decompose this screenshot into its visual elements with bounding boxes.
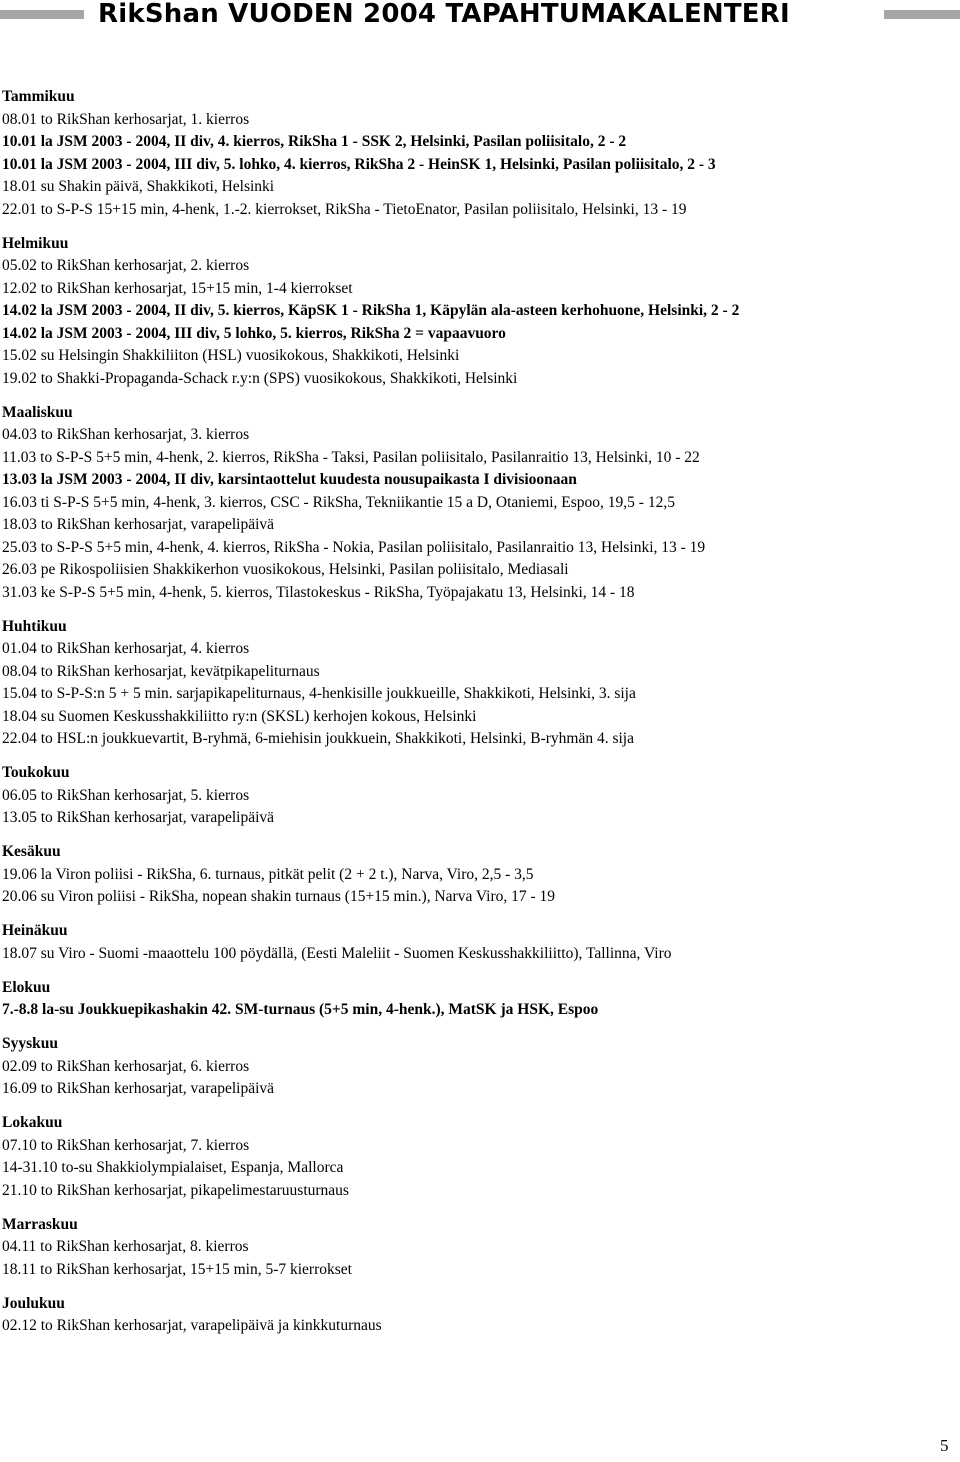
month-title: Marraskuu — [2, 1215, 78, 1233]
event-item: 22.01 to S-P-S 15+15 min, 4-henk, 1.-2. kierrokset, RikSha - TietoEnator, Pasilan poliisitalo, Helsinki, 13 - 19 — [2, 200, 687, 218]
event-item: 7.-8.8 la-su Joukkuepikashakin 42. SM-turnaus (5+5 min, 4-henk.), MatSK ja HSK, Espoo — [2, 1001, 599, 1018]
month-section — [2, 977, 952, 1022]
month-section — [2, 1293, 952, 1338]
month-section — [2, 841, 952, 909]
event-item: 10.01 la JSM 2003 - 2004, II div, 4. kierros, RikSha 1 - SSK 2, Helsinki, Pasilan poliisitalo, 2 - 2 — [2, 133, 627, 150]
event-item: 18.07 su Viro - Suomi -maaottelu 100 pöydällä, (Eesti Maleliit - Suomen Keskusshakkiliitto), Tallinna, Viro — [2, 944, 672, 962]
event-item: 11.03 to S-P-S 5+5 min, 4-henk, 2. kierros, RikSha - Taksi, Pasilan poliisitalo, Pasilanraitio 13, Helsinki, 10 - 22 — [2, 448, 700, 466]
page-title: RikShan VUODEN 2004 TAPAHTUMAKALENTERI — [98, 0, 790, 29]
event-item: 14-31.10 to-su Shakkiolympialaiset, Espanja, Mallorca — [2, 1159, 344, 1176]
month-title: Elokuu — [2, 978, 51, 996]
event-item: 07.10 to RikShan kerhosarjat, 7. kierros — [2, 1136, 250, 1154]
event-item: 13.05 to RikShan kerhosarjat, varapelipäivä — [2, 809, 275, 826]
month-title: Kesäkuu — [2, 843, 61, 860]
month-title: Huhtikuu — [2, 617, 67, 635]
event-item: 16.03 ti S-P-S 5+5 min, 4-henk, 3. kierros, CSC - RikSha, Tekniikantie 15 a D, Otaniemi, Espoo, 19,5 - 12,5 — [2, 493, 675, 511]
event-item: 19.06 la Viron poliisi - RikSha, 6. turnaus, pitkät pelit (2 + 2 t.), Narva, Viro, 2,5 - 3,5 — [2, 865, 534, 883]
event-item: 04.11 to RikShan kerhosarjat, 8. kierros — [2, 1238, 249, 1255]
event-item: 01.04 to RikShan kerhosarjat, 4. kierros — [2, 640, 250, 657]
page-number: 5 — [940, 1436, 949, 1455]
header-rule-right — [884, 10, 960, 19]
event-item: 06.05 to RikShan kerhosarjat, 5. kierros — [2, 786, 250, 804]
event-item: 02.09 to RikShan kerhosarjat, 6. kierros — [2, 1057, 250, 1075]
event-item: 02.12 to RikShan kerhosarjat, varapelipäivä ja kinkkuturnaus — [2, 1317, 382, 1334]
event-item: 25.03 to S-P-S 5+5 min, 4-henk, 4. kierros, RikSha - Nokia, Pasilan poliisitalo, Pasilanraitio 13, Helsinki, 13 - 19 — [2, 538, 706, 556]
event-item: 19.02 to Shakki-Propaganda-Schack r.y:n (SPS) vuosikokous, Shakkikoti, Helsinki — [2, 369, 518, 387]
event-item: 15.02 su Helsingin Shakkiliiton (HSL) vuosikokous, Shakkikoti, Helsinki — [2, 347, 460, 364]
event-item: 18.01 su Shakin päivä, Shakkikoti, Helsinki — [2, 178, 275, 195]
month-section — [2, 616, 952, 751]
month-section — [2, 233, 952, 391]
month-title: Heinäkuu — [2, 922, 68, 939]
event-item: 18.04 su Suomen Keskusshakkiliitto ry:n (SKSL) kerhojen kokous, Helsinki — [2, 707, 477, 725]
month-title: Syyskuu — [2, 1035, 59, 1052]
month-title: Tammikuu — [2, 88, 75, 105]
event-item: 20.06 su Viron poliisi - RikSha, nopean shakin turnaus (15+15 min.), Narva Viro, 17 - 19 — [2, 888, 556, 905]
event-item: 16.09 to RikShan kerhosarjat, varapelipäivä — [2, 1080, 275, 1097]
event-item: 18.11 to RikShan kerhosarjat, 15+15 min, 5-7 kierrokset — [2, 1260, 352, 1278]
event-calendar — [2, 86, 952, 1338]
event-item: 31.03 ke S-P-S 5+5 min, 4-henk, 5. kierros, Tilastokeskus - RikSha, Työpajakatu 13, Helsinki, 14 - 18 — [2, 583, 635, 601]
month-section — [2, 86, 952, 221]
event-item: 10.01 la JSM 2003 - 2004, III div, 5. lohko, 4. kierros, RikSha 2 - HeinSK 1, Helsinki, Pasilan poliisitalo, 2 - 3 — [2, 155, 716, 173]
month-title: Helmikuu — [2, 234, 69, 252]
event-item: 15.04 to S-P-S:n 5 + 5 min. sarjapikapeliturnaus, 4-henkisille joukkueille, Shakkikoti, Helsinki, 3. sija — [2, 685, 636, 702]
month-section — [2, 920, 952, 965]
event-item: 18.03 to RikShan kerhosarjat, varapelipäivä — [2, 516, 275, 533]
event-item: 21.10 to RikShan kerhosarjat, pikapelimestaruusturnaus — [2, 1181, 349, 1199]
month-section — [2, 762, 952, 830]
event-item: 05.02 to RikShan kerhosarjat, 2. kierros — [2, 257, 250, 274]
page-header — [0, 0, 960, 30]
event-item: 14.02 la JSM 2003 - 2004, III div, 5 lohko, 5. kierros, RikSha 2 = vapaavuoro — [2, 324, 506, 342]
event-item: 04.03 to RikShan kerhosarjat, 3. kierros — [2, 426, 250, 443]
event-item: 08.04 to RikShan kerhosarjat, kevätpikapeliturnaus — [2, 662, 320, 680]
month-section — [2, 1112, 952, 1202]
month-section — [2, 1033, 952, 1101]
event-item: 22.04 to HSL:n joukkuevartit, B-ryhmä, 6-miehisin joukkuein, Shakkikoti, Helsinki, B-ryhmän 4. sija — [2, 730, 634, 747]
event-item: 14.02 la JSM 2003 - 2004, II div, 5. kierros, KäpSK 1 - RikSha 1, Käpylän ala-asteen kerhohuone, Helsinki, 2 - 2 — [2, 302, 740, 319]
event-item: 26.03 pe Rikospoliisien Shakkikerhon vuosikokous, Helsinki, Pasilan poliisitalo, Mediasali — [2, 561, 569, 578]
month-section — [2, 1214, 952, 1282]
month-title: Joulukuu — [2, 1294, 65, 1312]
event-item: 12.02 to RikShan kerhosarjat, 15+15 min, 1-4 kierrokset — [2, 279, 353, 297]
event-item: 13.03 la JSM 2003 - 2004, II div, karsintaottelut kuudesta nousupaikasta I divisioonaan — [2, 471, 577, 488]
month-title: Lokakuu — [2, 1114, 63, 1131]
event-item: 08.01 to RikShan kerhosarjat, 1. kierros — [2, 110, 250, 128]
month-section — [2, 402, 952, 605]
header-rule-left — [0, 10, 84, 19]
month-title: Toukokuu — [2, 764, 70, 781]
month-title: Maaliskuu — [2, 403, 73, 421]
